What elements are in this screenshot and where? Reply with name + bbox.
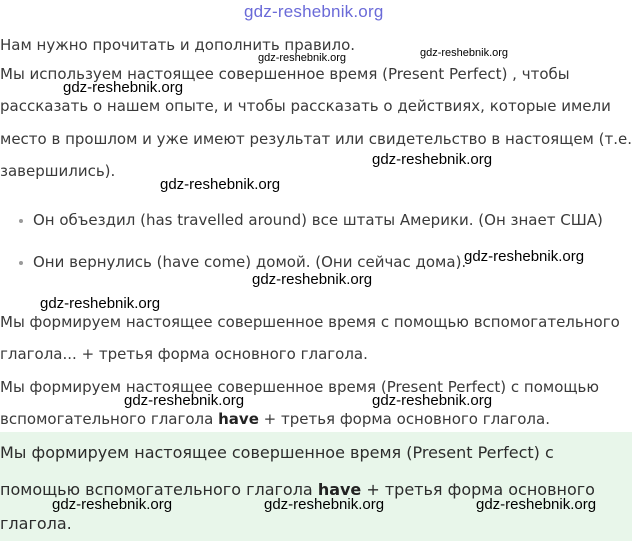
watermark-text: gdz-reshebnik.org (420, 47, 509, 59)
watermark-text: gdz-reshebnik.org (52, 496, 173, 513)
rule-line-1: Мы используем настоящее совершенное время (Present Perfect) , чтобы (0, 65, 570, 83)
highlight-text: помощью вспомогательного глагола (0, 480, 318, 499)
watermark-text: gdz-reshebnik.org (264, 496, 385, 513)
highlight-line-1: Мы формируем настоящее совершенное время (Present Perfect) с (0, 443, 554, 462)
highlight-text: + третья форма основного (361, 480, 595, 499)
bullet-dot (19, 261, 23, 265)
watermark-text: gdz-reshebnik.org (160, 176, 281, 193)
intro-text: Нам нужно прочитать и дополнить правило. (0, 36, 356, 54)
watermark-text: gdz-reshebnik.org (372, 151, 493, 168)
watermark-text: gdz-reshebnik.org (252, 271, 373, 288)
answer-line-2 (0, 410, 550, 428)
highlight-line-3: глагола. (0, 514, 72, 533)
watermark-text: gdz-reshebnik.org (476, 496, 597, 513)
watermark-text: gdz-reshebnik.org (40, 295, 161, 312)
answer-text: вспомогательного глагола (0, 410, 219, 428)
header-watermark: gdz-reshebnik.org (244, 2, 384, 21)
highlight-bold-word: have (317, 480, 362, 499)
rule-line-3: место в прошлом и уже имеют результат или свидетельство в настоящем (т.е. (0, 130, 632, 148)
bullet-dot (19, 219, 23, 223)
watermark-text: gdz-reshebnik.org (258, 52, 347, 64)
answer-line-1: Мы формируем настоящее совершенное время (Present Perfect) с помощью (0, 378, 599, 396)
task-line-1: Мы формируем настоящее совершенное время с помощью вспомогательного (0, 313, 620, 331)
watermark-text: gdz-reshebnik.org (464, 248, 585, 265)
answer-text: + третья форма основного глагола. (258, 410, 550, 428)
watermark-text: gdz-reshebnik.org (372, 392, 493, 409)
example-item-1: Он объездил (has travelled around) все штаты Америки. (Он знает США) (33, 211, 603, 229)
task-line-2: глагола... + третья форма основного глагола. (0, 345, 368, 363)
watermark-text: gdz-reshebnik.org (124, 392, 245, 409)
example-item-2: Они вернулись (have come) домой. (Они сейчас дома). (33, 253, 467, 271)
answer-bold-word: have (218, 410, 259, 428)
watermark-text: gdz-reshebnik.org (63, 79, 184, 96)
rule-line-4: завершились). (0, 162, 116, 180)
rule-line-2: рассказать о нашем опыте, и чтобы рассказать о действиях, которые имели (0, 97, 611, 115)
